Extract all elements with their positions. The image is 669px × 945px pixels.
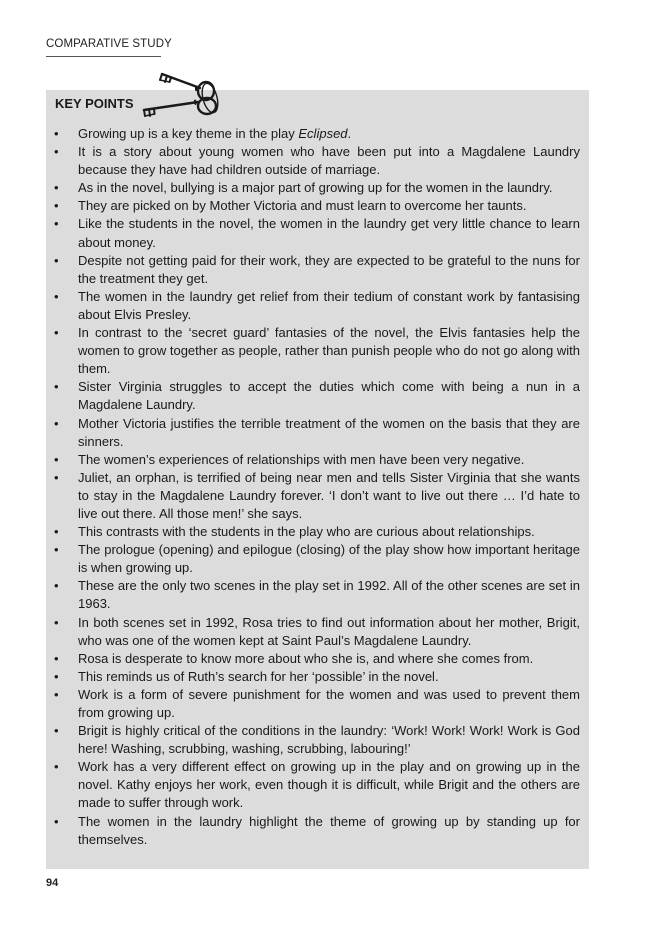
key-point-item [53,324,580,378]
key-point-emphasis: Eclipsed [298,126,348,141]
key-point-item [53,541,580,577]
key-point-item [53,577,580,613]
key-point-item [53,215,580,251]
bullet-icon: • [54,379,59,395]
bullet-icon: • [54,578,59,594]
key-point-item [53,415,580,451]
key-point-item [53,451,580,469]
bullet-icon: • [54,686,59,702]
bullet-icon: • [54,288,59,304]
bullet-icon: • [54,650,59,666]
key-point-item [53,197,580,215]
bullet-icon: • [54,180,59,196]
key-point-text: As in the novel, bullying is a major part of growing up for the women in the laundry. [78,180,553,196]
bullet-icon: • [54,542,59,558]
bullet-icon: • [54,614,59,630]
key-point-text: The women in the laundry highlight the theme of growing up by standing up for themselves. [78,813,580,847]
key-point-text: Work has a very different effect on growing up in the play and on growing up in the novel. Kathy enjoys her work, even though it is difficult, while Brigit and the others are made to suffer through work. [78,759,580,811]
bullet-icon: • [54,144,59,160]
page-number: 94 [46,877,59,889]
key-point-text-end: . [347,126,352,141]
key-point-text: Mother Victoria justifies the terrible treatment of the women on the basis that they are sinners. [78,415,580,449]
key-point-item [53,252,580,288]
key-point-item [53,288,580,324]
key-point-item [53,722,580,758]
key-points-title: KEY POINTS [55,96,134,111]
key-point-text: Rosa is desperate to know more about who she is, and where she comes from. [78,650,534,666]
bullet-icon: • [54,451,59,467]
key-point-item [53,378,580,414]
key-point-item [53,125,580,143]
key-point-text: The prologue (opening) and epilogue (closing) of the play show how important heritage is when growing up. [78,542,580,576]
running-head: COMPARATIVE STUDY [46,38,172,50]
key-point-item [53,758,580,812]
key-point-text: In both scenes set in 1992, Rosa tries to find out information about her mother, Brigit, who was one of the women kept at Saint Paul’s Magdalene Laundry. [78,614,580,648]
key-point-item [53,813,580,849]
key-point-text: The women’s experiences of relationships with men have been very negative. [78,451,525,467]
key-point-item [53,686,580,722]
key-points-box [46,90,589,869]
keys-icon [138,66,222,124]
key-point-text: Brigit is highly critical of the conditions in the laundry: ‘Work! Work! Work! Work is God here! Washing, scrubbing, washing, scrubbing, labouring!’ [78,723,580,757]
key-point-item [53,469,580,523]
key-point-item [53,650,580,668]
bullet-icon: • [54,759,59,775]
running-head-rule [46,56,161,57]
bullet-icon: • [54,813,59,829]
bullet-icon: • [54,415,59,431]
key-point-item [53,179,580,197]
key-point-text: Sister Virginia struggles to accept the duties which come with being a nun in a Magdalene Laundry. [78,379,580,413]
bullet-icon: • [54,723,59,739]
key-point-item [53,614,580,650]
key-point-text: In contrast to the ‘secret guard’ fantasies of the novel, the Elvis fantasies help the women to grow together as people, rather than punish people who do not go along with them. [78,325,580,377]
key-point-item [53,523,580,541]
key-point-text: This contrasts with the students in the play who are curious about relationships. [78,524,535,540]
key-point-text: Like the students in the novel, the women in the laundry get very little chance to learn about money. [78,216,580,250]
key-point-text: Despite not getting paid for their work, they are expected to be grateful to the nuns for the treatment they get. [78,252,580,286]
key-point-item [53,143,580,179]
key-point-text: Growing up is a key theme in the play [78,126,299,141]
key-point-text: These are the only two scenes in the play set in 1992. All of the other scenes are set in 1963. [78,578,580,612]
bullet-icon: • [54,216,59,232]
key-point-text: Juliet, an orphan, is terrified of being near men and tells Sister Virginia that she wants to stay in the Magdalene Laundry forever. ‘I don’t want to live out there … I’d hate to live out there. All those men!’ she says. [78,469,580,521]
key-point-text: Work is a form of severe punishment for the women and was used to prevent them from growing up. [78,686,580,720]
key-point-text: They are picked on by Mother Victoria and must learn to overcome her taunts. [78,198,527,214]
key-point-text: This reminds us of Ruth’s search for her ‘possible’ in the novel. [78,668,439,684]
key-points-list [53,125,580,849]
bullet-icon: • [54,126,59,141]
bullet-icon: • [54,325,59,341]
bullet-icon: • [54,252,59,268]
bullet-icon: • [54,524,59,540]
bullet-icon: • [54,198,59,214]
bullet-icon: • [54,469,59,485]
key-point-item [53,668,580,686]
key-point-text: The women in the laundry get relief from their tedium of constant work by fantasising about Elvis Presley. [78,288,580,322]
key-point-text: It is a story about young women who have been put into a Magdalene Laundry because they have had children outside of marriage. [78,144,580,178]
bullet-icon: • [54,668,59,684]
